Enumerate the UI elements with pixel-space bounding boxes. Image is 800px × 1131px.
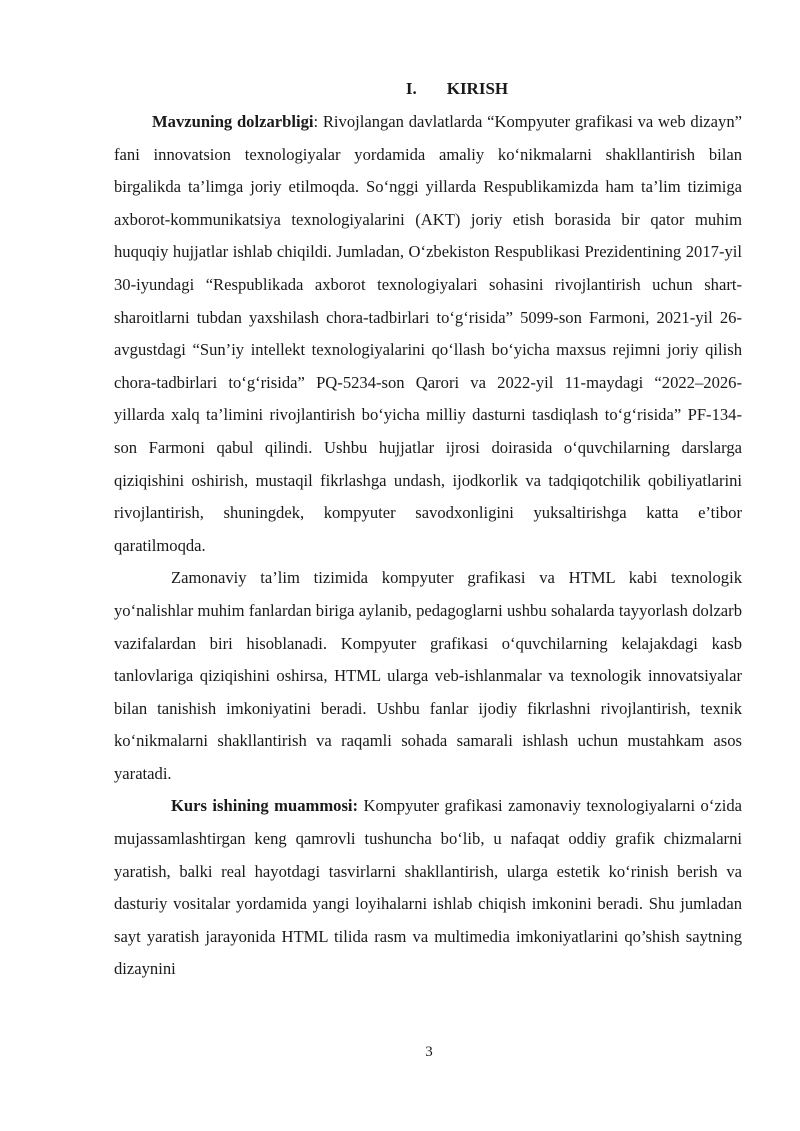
paragraph-text: Rivojlangan davlatlarda “Kompyuter grafikasi va web dizayn” fani innovatsion texnologiyalar yordamida amaliy ko‘nikmalarni shakllantirish bilan birgalikda ta’limga joriy etilmoqda. So‘nggi yillarda Respublikamizda ham ta’lim tizimiga axborot-kommunikatsiya texnologiyalarini (AKT) joriy etish borasida bir qator muhim huquqiy hujjatlar ishlab chiqildi. Jumladan, O‘zbekiston Respublikasi Prezidentining 2017-yil 30-iyundagi “Respublikada axborot texnologiyalari sohasini rivojlantirish uchun shart-sharoitlarni tubdan yaxshilash chora-tadbirlari to‘g‘risida” 5099-son Farmoni, 2021-yil 26-avgustdagi “Sun’iy intellekt texnologiyalarini qo‘llash bo‘yicha maxsus rejimni joriy qilish chora-tadbirlari to‘g‘risida” PQ-5234-son Qarori va 2022-yil 11-maydagi “2022–2026-yillarda xalq ta’limini rivojlantirish bo‘yicha milliy dasturni tasdiqlash to‘g‘risida” PF-134-son Farmoni qabul qilindi. Ushbu hujjatlar ijrosi doirasida o‘quvchilarning darslarga qiziqishini oshirish, mustaqil fikrlashga undash, ijodkorlik va tadqiqotchilik qobiliyatlarini rivojlantirish, shuningdek, kompyuter savodxonligini yuksaltirishga katta e’tibor qaratilmoqda. bbox=[114, 112, 743, 555]
section-number: I. bbox=[405, 79, 417, 98]
page-number: 3 bbox=[425, 1044, 433, 1060]
section-title: KIRISH bbox=[446, 79, 509, 98]
paragraph-lead: Kurs ishining muammosi: bbox=[171, 796, 359, 816]
paragraph-problem bbox=[114, 790, 742, 986]
paragraph-lead-colon: : bbox=[313, 112, 319, 131]
paragraph-relevance bbox=[114, 106, 742, 562]
paragraph-lead: Mavzuning dolzarbligi bbox=[152, 112, 314, 131]
paragraph-text: Zamonaviy ta’lim tizimida kompyuter grafikasi va HTML kabi texnologik yo‘nalishlar muhim fanlardan biriga aylanib, pedagoglarni ushbu sohalarda tayyorlash dolzarb vazifalardan biri hisoblanadi. Kompyuter grafikasi o‘quvchilarning kelajakdagi kasb tanlovlariga qiziqishini oshirsa, HTML ularga veb-ishlanmalar va texnologik innovatsiyalar bilan tanishish imkoniyatini beradi. Ushbu fanlar ijodiy fikrlashni rivojlantirish, texnik ko‘nikmalarni shakllantirish va raqamli sohada samarali ishlash uchun mustahkam asos yaratadi. bbox=[114, 568, 742, 783]
paragraph-text: Kompyuter grafikasi zamonaviy texnologiyalarni o‘zida mujassamlashtirgan keng qamrovli tushuncha bo‘lib, u nafaqat oddiy grafik chizmalarni yaratish, balki real hayotdagi tasvirlarni shakllantirish, ularga estetik ko‘rinish berish va dasturiy vositalar yordamida yangi loyihalarni ishlab chiqish imkonini beradi. Shu jumladan sayt yaratish jarayonida HTML tilida rasm va multimedia imkoniyatlarini qo’shish saytning dizaynini bbox=[114, 796, 742, 979]
paragraph-modern-education bbox=[114, 562, 742, 790]
document-page bbox=[114, 74, 742, 986]
section-heading bbox=[114, 74, 742, 104]
